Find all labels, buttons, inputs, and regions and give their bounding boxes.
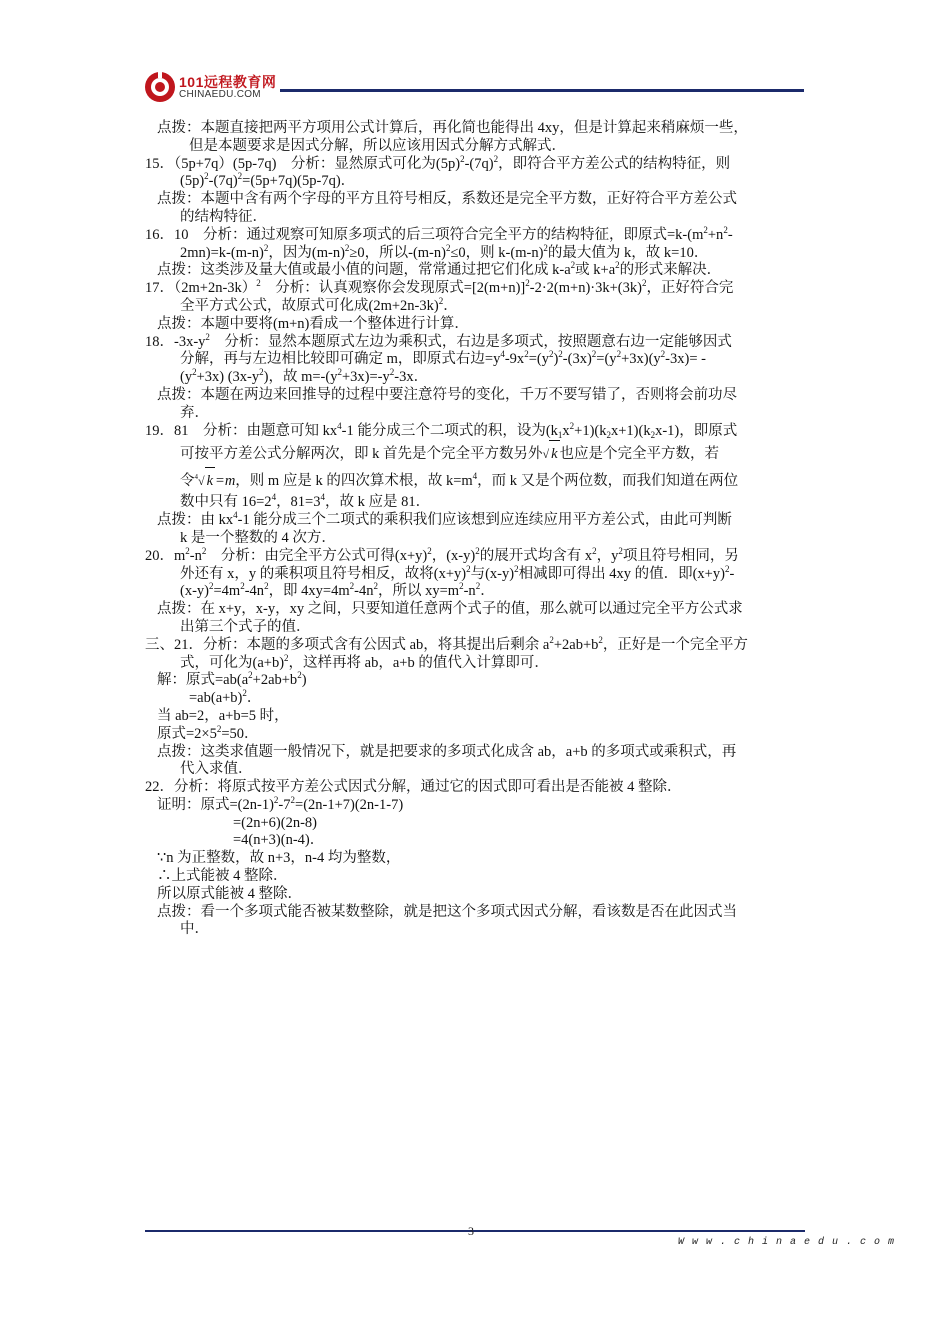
paragraph: 所以原式能被 4 整除．: [157, 885, 302, 902]
paragraph: 中．: [180, 921, 209, 938]
paragraph: $2mn)=k-(m-n)^2$，因为$(m-n)^2\ge 0$，所以$-(m-n)^2\le 0$，则 $k-(m-n)^2$的最大值为 k，故 k=10．: [180, 242, 709, 261]
tip-22: 点拨：看一个多项式能否被某数整除，就是把这个多项式因式分解，看该数是否在此因式当: [157, 903, 737, 920]
answer-21: 三、21．分析：本题的多项式含有公因式 ab，将其提出后剩余 $a^2+2ab+b^2$，正好是一个完全平方: [145, 634, 748, 653]
answer-17: 17．$(2m+2n-3k)^2$ 分析：认真观察你会发现原式$=[2(m+n)]^2-2\cdot 2(m+n)\cdot 3k+(3k)^2$，正好符合完: [145, 278, 734, 297]
paragraph: $=ab(a+b)^2$．: [189, 688, 262, 707]
paragraph: $(y^2+3x)$ $(3x-y^2)$，故 $m=-(y^2+3x)=-y^2-3x$．: [180, 367, 429, 386]
proof-22: 证明：原式$=(2n-1)^2-7^2=(2n-1+7)(2n-1-7)$: [157, 794, 404, 813]
answer-20: 20．$m^2-n^2$ 分析：由完全平方公式可得$(x+y)^2$，$(x-y)^2$的展开式均含有 $x^2$，$y^2$项且符号相同，另: [145, 545, 739, 564]
paragraph: k 是一个整数的 4 次方．: [180, 529, 336, 546]
answer-22: 22．分析：将原式按平方差公式因式分解，通过它的因式即可看出是否能被 4 整除．: [145, 779, 682, 796]
answer-19: 19．81 分析：由题意可知 $kx^4-1$ 能分成三个二项式的积，设为$(k_1x^2+1)(k_2x+1)(k_2x-1)$，即原式: [145, 420, 738, 440]
paragraph: 原式$=2\times 5^2=50$．: [157, 723, 259, 742]
paragraph: $(x-y)^2=4m^2-4n^2$，即 $4xy=4m^2-4n^2$，所以 $xy=m^2-n^2$．: [180, 581, 495, 600]
paragraph: 令$^4$√ k =m，则 m 应是 k 的四次算术根，故 $k=m^4$，而 k 又是个两位数，而我们知道在两位: [145, 467, 810, 494]
paragraph: 弃．: [180, 404, 209, 421]
paragraph: 代入求值．: [180, 761, 253, 778]
paragraph: 点拨：本题直接把两平方项用公式计算后，再化简也能得出 4xy，但是计算起来稍麻烦一些，: [157, 120, 748, 136]
paragraph: =4(n+3)(n-4)．: [233, 832, 325, 849]
paragraph: ∵n 为正整数，故 n+3，n-4 均为整数，: [157, 850, 401, 867]
logo-name: 101远程教育网: [179, 74, 277, 90]
tip-15: 点拨：本题中含有两个字母的平方且符号相反，系数还是完全平方数，正好符合平方差公式: [157, 191, 737, 208]
paragraph: 式，可化为$(a+b)^2$，这样再将 ab，a+b 的值代入计算即可．: [180, 652, 549, 671]
paragraph: 分解，再与左边相比较即可确定 m，即原式右边$=y^4-9x^2=(y^2)^2-(3x)^2=(y^2+3x)(y^2-3x)=$ -: [180, 349, 706, 368]
tip-19: 点拨：由 $kx^4-1$ 能分成三个二项式的乘积我们应该想到应连续应用平方差公式，由此可判断: [157, 510, 732, 529]
paragraph: 但是本题要求是因式分解，所以应该用因式分解方式解式．: [189, 137, 566, 154]
logo-mark-icon: [143, 70, 177, 104]
footer-url[interactable]: W w w . c h i n a e d u . c o m: [678, 1237, 896, 1248]
answer-18: 18．$-3x-y^2$ 分析：显然本题原式左边为乘积式，右边是多项式，按照题意右边一定能够因式: [145, 331, 732, 350]
document-body: [145, 120, 810, 939]
paragraph: $(5p)^2-(7q)^2=(5p+7q)(5p-7q)$．: [180, 171, 356, 190]
paragraph: 全平方式公式，故原式可化成$(2m+2n-3k)^2$．: [180, 295, 458, 314]
paragraph: =(2n+6)(2n-8): [233, 814, 317, 831]
logo-domain: CHINAEDU.COM: [179, 89, 261, 100]
tip-16: 点拨：这类涉及量大值或最小值的问题，常常通过把它们化成 $k-a^2$或 $k+a^2$的形式来解决．: [157, 260, 722, 279]
answer-16: 16．10 分析：通过观察可知原多项式的后三项符合完全平方的结构特征，即原式$=k-(m^2+n^2-$: [145, 224, 733, 243]
tip-18: 点拨：本题在两边来回推导的过程中要注意符号的变化，千万不要写错了，否则将会前功尽: [157, 386, 737, 403]
tip-17: 点拨：本题中要将(m+n)看成一个整体进行计算．: [157, 315, 469, 332]
footer-rule: [145, 1230, 805, 1232]
paragraph: 出第三个式子的值．: [180, 618, 311, 635]
paragraph: 的结构特征．: [180, 208, 267, 225]
solution-21: 解：原式$=ab(a^2+2ab+b^2)$: [157, 670, 307, 689]
paragraph: ∴上式能被 4 整除．: [157, 868, 288, 885]
paragraph: 可按平方差公式分解两次，即 k 首先是个完全平方数另外√ k 也应是个完全平方数，若: [145, 440, 810, 467]
header-rule: [280, 89, 804, 92]
paragraph: 数中只有 $16=2^4$，$81=3^4$，故 k 应是 81．: [180, 492, 431, 511]
tip-20: 点拨：在 x+y，x-y，xy 之间，只要知道任意两个式子的值，那么就可以通过完全平方公式求: [157, 601, 743, 618]
answer-15: 15．（5p+7q）(5p-7q) 分析：显然原式可化为$(5p)^2-(7q)^2$，即符合平方差公式的结构特征，则: [145, 153, 731, 172]
tip-21: 点拨：这类求值题一般情况下，就是把要求的多项式化成含 ab，a+b 的多项式或乘积式，再: [157, 743, 737, 760]
page-number: 3: [468, 1224, 474, 1238]
site-logo[interactable]: [143, 70, 293, 108]
paragraph: 外还有 x，y 的乘积项且符号相反，故将$(x+y)^2$与$(x-y)^2$相减即可得出 4xy 的值．即$(x+y)^2-$: [180, 563, 735, 582]
paragraph: 当 ab=2，a+b=5 时，: [157, 707, 289, 724]
